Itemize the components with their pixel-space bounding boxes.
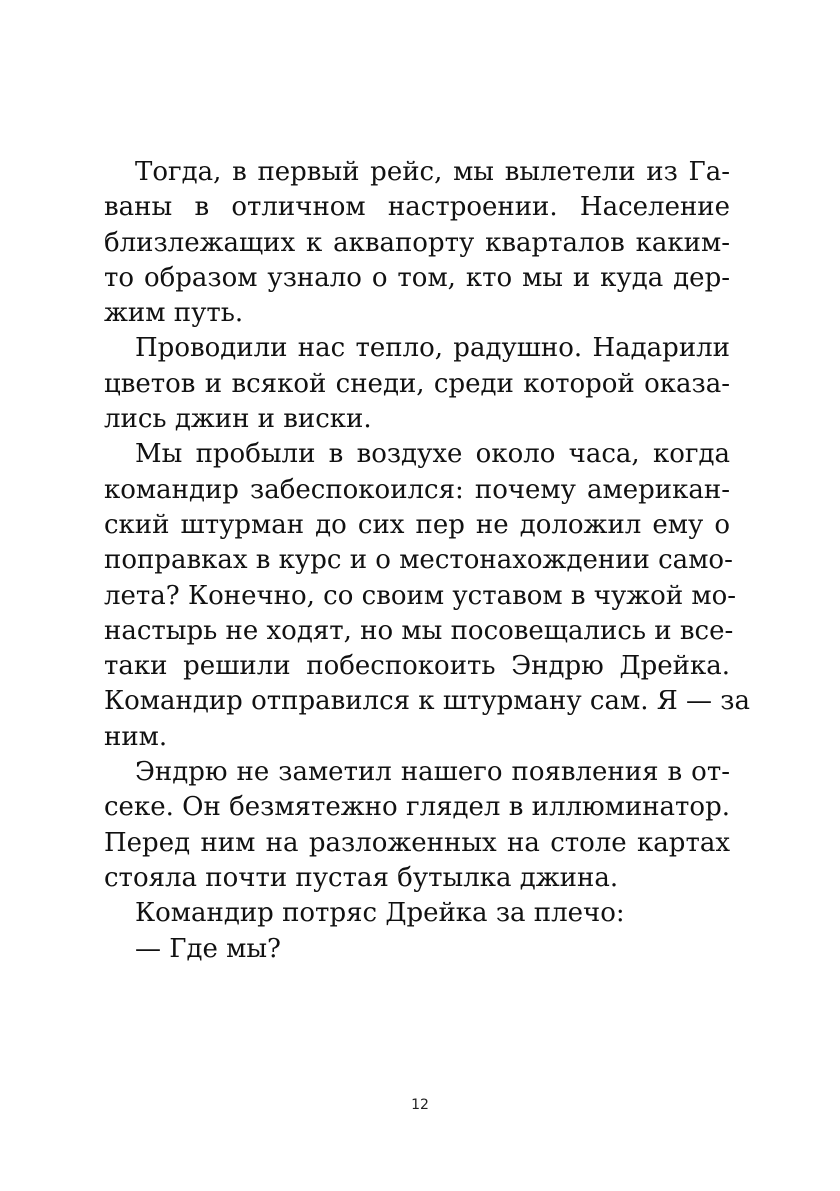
paragraph: [104, 932, 730, 967]
text-line: Мы пробыли в воздухе около часа, когда: [135, 439, 730, 470]
text-line: Проводили нас тепло, радушно. Надарили: [135, 333, 730, 364]
text-line: цветов и всякой снеди, среди которой оказа-: [104, 368, 730, 399]
text-line: Эндрю не заметил нашего появления в от-: [135, 757, 730, 788]
text-line: Командир потряс Дрейка за плечо:: [135, 898, 625, 929]
page-number: 12: [411, 1097, 429, 1113]
text-line: Перед ним на разложенных на столе картах: [104, 827, 730, 858]
text-line: таки решили побеспокоить Эндрю Дрейка.: [104, 651, 730, 682]
text-line: поправках в курс и о местонахождении само-: [104, 545, 733, 576]
page-text: [104, 155, 750, 967]
text-line: ним.: [104, 721, 168, 752]
text-line: секе. Он безмятежно глядел в иллюминатор.: [104, 792, 730, 823]
text-line: лись джин и виски.: [104, 404, 372, 435]
paragraph: [104, 437, 750, 755]
paragraph: [104, 755, 730, 896]
text-line: ский штурман до сих пер не доложил ему о: [104, 509, 730, 540]
dialogue-line: — Где мы?: [135, 933, 281, 964]
text-line: близлежащих к аквапорту кварталов каким-: [104, 227, 730, 258]
paragraph: [104, 155, 730, 331]
text-line: Тогда, в первый рейс, мы вылетели из Га-: [135, 157, 730, 187]
text-line: стояла почти пустая бутылка джина.: [104, 862, 619, 893]
text-line: жим путь.: [104, 298, 244, 329]
paragraph: [104, 896, 730, 931]
text-line: Командир отправился к штурману сам. Я — за: [104, 686, 750, 717]
text-line: лета? Конечно, со своим уставом в чужой мо-: [104, 580, 737, 611]
text-line: командир забеспокоился: почему американ-: [104, 474, 730, 505]
paragraph: [104, 331, 730, 437]
text-line: настырь не ходят, но мы посовещались и все-: [104, 615, 734, 646]
text-line: ваны в отличном настроении. Население: [104, 192, 730, 223]
text-line: то образом узнало о том, кто мы и куда дер-: [104, 262, 730, 293]
